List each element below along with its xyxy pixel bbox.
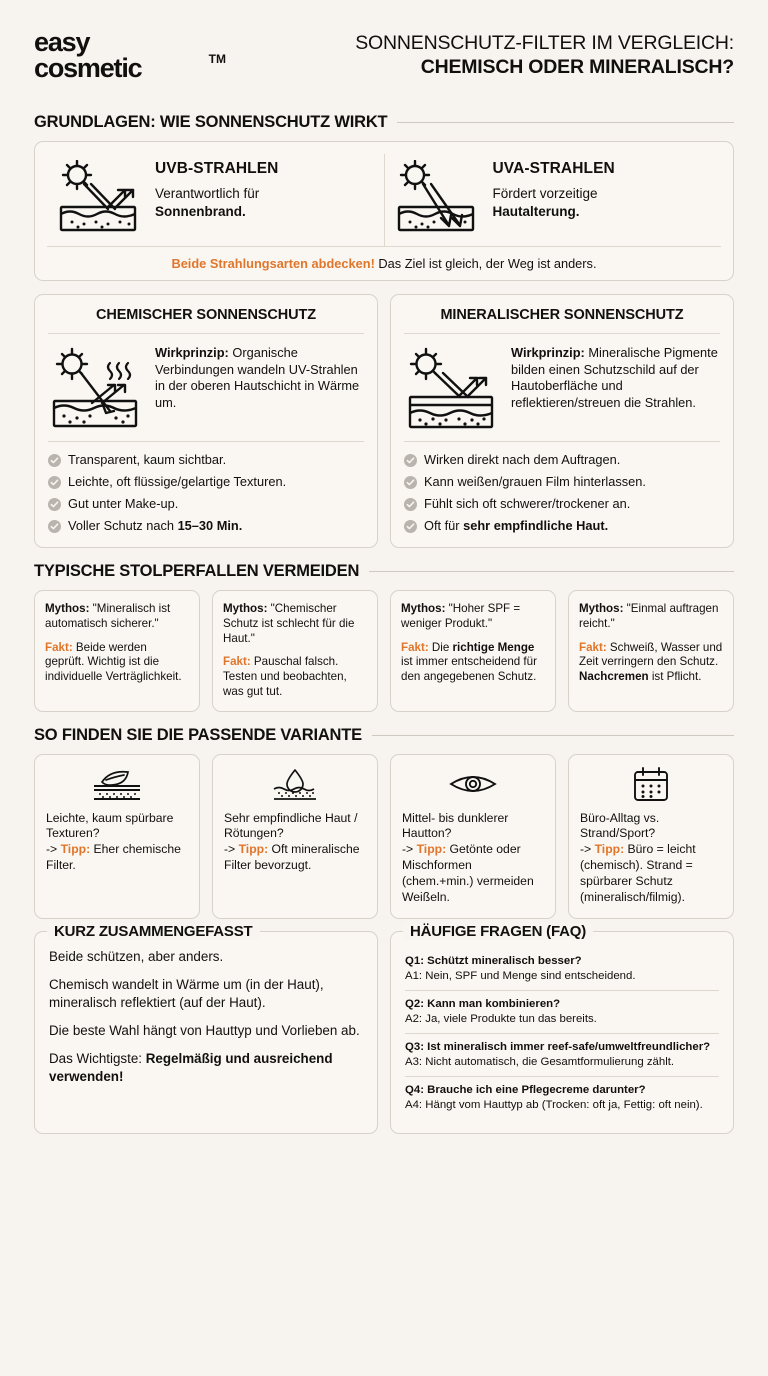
summary-paragraph: Chemisch wandelt in Wärme um (in der Haut), mineralisch reflektiert (auf der Haut).	[49, 977, 324, 1010]
chemical-card	[34, 294, 378, 548]
list-item	[48, 496, 364, 512]
faq-card	[390, 922, 734, 1134]
fact-pre: Beide werden geprüft. Wichtig ist die individuelle Verträglichkeit.	[45, 640, 182, 684]
fact-post: ist Pflicht.	[648, 670, 702, 684]
section-rule	[372, 735, 734, 736]
summary-p4-normal: Das Wichtigste:	[49, 1051, 146, 1067]
variant-tip-text: Büro = leicht (chemisch). Strand = spürbarer Schutz (mineralisch/filmig).	[580, 842, 696, 904]
mineral-point-text: Kann weißen/grauen Film hinterlassen.	[424, 474, 646, 490]
section-title-pitfalls-text: TYPISCHE STOLPERFALLEN VERMEIDEN	[34, 562, 360, 581]
section-rule	[369, 571, 734, 572]
mineral-point-bold: sehr empfindliche Haut.	[463, 518, 609, 534]
mineral-principle-label: Wirkprinzip:	[511, 345, 585, 361]
faq-item	[405, 1077, 719, 1119]
section-rule	[397, 122, 734, 123]
mineral-filter-icon	[404, 345, 500, 429]
mineral-card-title: MINERALISCHER SONNENSCHUTZ	[404, 307, 720, 334]
headline-line-2: CHEMISCH ODER MINERALISCH?	[420, 55, 734, 78]
chemical-point-text: Gut unter Make-up.	[68, 496, 179, 512]
uva-text: Fördert vorzeitige	[492, 186, 598, 202]
brand-line-2: cosmetic	[34, 52, 142, 83]
mineral-card	[390, 294, 734, 548]
uvb-skin-icon	[55, 160, 141, 232]
summary-paragraph: Beide schützen, aber anders.	[49, 948, 224, 964]
basics-panel	[34, 141, 734, 281]
fact-label: Fakt:	[579, 640, 607, 654]
faq-item	[405, 991, 719, 1034]
faq-title: HÄUFIGE FRAGEN (FAQ)	[403, 923, 593, 940]
list-item	[48, 474, 364, 490]
list-item	[48, 518, 364, 534]
fact-post: ist immer entscheidend für den angegebenen Schutz.	[401, 655, 537, 684]
myth-label: Mythos:	[45, 602, 90, 616]
mineral-point-text: Oft für	[424, 518, 464, 534]
mineral-point-text: Wirken direkt nach dem Auftragen.	[424, 452, 621, 468]
section-title-variants-text: SO FINDEN SIE DIE PASSENDE VARIANTE	[34, 725, 362, 744]
list-item	[404, 518, 720, 534]
section-title-basics-text: GRUNDLAGEN: WIE SONNENSCHUTZ WIRKT	[34, 113, 388, 132]
faq-question: Q4: Brauche ich eine Pflegecreme darunter?	[405, 1083, 646, 1096]
chemical-principle-label: Wirkprinzip:	[155, 345, 229, 361]
chemical-card-title: CHEMISCHER SONNENSCHUTZ	[48, 307, 364, 334]
variant-card	[34, 754, 200, 919]
faq-question: Q2: Kann man kombinieren?	[405, 997, 561, 1010]
check-circle-icon	[48, 520, 61, 533]
uva-text-bold: Hautalterung.	[492, 204, 580, 220]
basics-footnote-rest: Das Ziel ist gleich, der Weg ist anders.	[378, 256, 597, 272]
variant-question: Mittel- bis dunklerer Hautton?	[402, 810, 509, 841]
variant-arrow: ->	[580, 842, 592, 857]
variant-arrow: ->	[46, 842, 58, 857]
faq-answer: A4: Hängt vom Hauttyp ab (Trocken: oft ja, Fettig: oft nein).	[405, 1099, 703, 1112]
check-circle-icon	[48, 498, 61, 511]
fact-label: Fakt:	[223, 655, 251, 669]
fact-pre: Die	[428, 640, 453, 654]
page-title	[262, 32, 734, 80]
fact-label: Fakt:	[45, 640, 73, 654]
myth-text: "Einmal auftragen reicht."	[579, 602, 719, 630]
section-title-variants	[34, 726, 734, 745]
myth-label: Mythos:	[401, 602, 446, 616]
faq-answer: A1: Nein, SPF und Menge sind entscheidend.	[405, 969, 636, 982]
summary-paragraph-highlight	[49, 1050, 363, 1085]
basics-uva	[385, 154, 722, 246]
calendar-icon	[580, 767, 722, 801]
chemical-point-text: Transparent, kaum sichtbar.	[68, 452, 227, 468]
summary-title: KURZ ZUSAMMENGEFASST	[47, 923, 260, 940]
variant-question: Sehr empfindliche Haut / Rötungen?	[224, 810, 358, 841]
variant-card	[212, 754, 378, 919]
check-circle-icon	[404, 520, 417, 533]
list-item	[404, 452, 720, 468]
summary-paragraph: Die beste Wahl hängt von Hauttyp und Vorlieben ab.	[49, 1022, 360, 1038]
myth-text: "Chemischer Schutz ist schlecht für die Haut."	[223, 602, 355, 645]
faq-question: Q3: Ist mineralisch immer reef-safe/umweltfreundlicher?	[405, 1040, 711, 1053]
page-header	[20, 0, 748, 99]
faq-answer: A2: Ja, viele Produkte tun das bereits.	[405, 1013, 597, 1026]
uvb-text: Verantwortlich für	[155, 186, 260, 202]
myth-text: "Hoher SPF = weniger Produkt."	[401, 602, 521, 630]
myth-card	[212, 590, 378, 711]
variant-tip-text: Getönte oder Mischformen (chem.+min.) vermeiden Weißeln.	[402, 842, 534, 904]
fact-pre: Schweiß, Wasser und Zeit verringern den Schutz.	[579, 640, 723, 669]
myth-label: Mythos:	[579, 602, 624, 616]
chemical-filter-icon	[48, 345, 144, 429]
chemical-principle-text: Organische Verbindungen wandeln UV-Strahlen in der oberen Hautschicht in Wärme um.	[155, 345, 360, 410]
basics-uvb	[47, 154, 385, 246]
myth-text: "Mineralisch ist automatisch sicherer."	[45, 602, 171, 630]
myth-card	[34, 590, 200, 711]
fact-label: Fakt:	[401, 640, 429, 654]
chemical-point-bold: 15–30 Min.	[177, 518, 243, 534]
faq-question: Q1: Schützt mineralisch besser?	[405, 954, 582, 967]
fact-bold: richtige Menge	[452, 640, 535, 654]
variant-arrow: ->	[402, 842, 414, 857]
check-circle-icon	[404, 454, 417, 467]
variant-question: Leichte, kaum spürbare Texturen?	[46, 810, 174, 841]
faq-item	[405, 1034, 719, 1077]
variant-card	[568, 754, 734, 919]
list-item	[404, 474, 720, 490]
brand-logo	[34, 27, 244, 83]
check-circle-icon	[404, 498, 417, 511]
variant-tip-label: Tipp:	[416, 842, 447, 857]
mineral-principle-text: Mineralische Pigmente bilden einen Schutzschild auf der Hautoberfläche und reflektieren/streuen die Strahlen.	[511, 345, 718, 410]
brand-line-1: easy	[34, 27, 90, 57]
check-circle-icon	[404, 476, 417, 489]
section-title-basics	[34, 113, 734, 132]
variant-tip-text: Eher chemische Filter.	[46, 842, 181, 873]
uvb-text-bold: Sonnenbrand.	[155, 204, 246, 220]
chemical-point-text: Voller Schutz nach	[68, 518, 178, 534]
headline-line-1: SONNENSCHUTZ-FILTER IM VERGLEICH:	[355, 31, 734, 54]
list-item	[48, 452, 364, 468]
feather-skin-icon	[46, 767, 188, 801]
chemical-point-text: Leichte, oft flüssige/gelartige Texturen.	[68, 474, 287, 490]
uvb-title: UVB-STRAHLEN	[155, 160, 279, 178]
uva-title: UVA-STRAHLEN	[492, 160, 615, 178]
myth-label: Mythos:	[223, 602, 268, 616]
faq-answer: A3: Nicht automatisch, die Gesamtformulierung zählt.	[405, 1056, 675, 1069]
eye-icon	[402, 767, 544, 801]
summary-p4-bold: Regelmäßig und ausreichend verwenden!	[49, 1051, 333, 1084]
section-title-pitfalls	[34, 562, 734, 581]
droplet-skin-icon	[224, 767, 366, 801]
myth-card	[390, 590, 556, 711]
fact-pre: Pauschal falsch. Testen und beobachten, was gut tut.	[223, 655, 347, 698]
list-item	[404, 496, 720, 512]
variant-tip-label: Tipp:	[60, 842, 91, 857]
variant-arrow: ->	[224, 842, 236, 857]
variant-tip-label: Tipp:	[238, 842, 269, 857]
variant-tip-text: Oft mineralische Filter bevorzugt.	[224, 842, 360, 873]
variant-tip-label: Tipp:	[594, 842, 625, 857]
trademark-mark: TM	[208, 52, 226, 66]
check-circle-icon	[48, 476, 61, 489]
fact-bold: Nachcremen	[579, 670, 649, 684]
check-circle-icon	[48, 454, 61, 467]
variant-card	[390, 754, 556, 919]
faq-item	[405, 948, 719, 991]
mineral-point-text: Fühlt sich oft schwerer/trockener an.	[424, 496, 631, 512]
basics-footnote-accent: Beide Strahlungsarten abdecken!	[171, 256, 375, 272]
summary-card	[34, 922, 378, 1134]
basics-footnote	[47, 246, 721, 271]
myth-card	[568, 590, 734, 711]
variant-question: Büro-Alltag vs. Strand/Sport?	[580, 810, 660, 841]
uva-skin-icon	[393, 160, 479, 232]
